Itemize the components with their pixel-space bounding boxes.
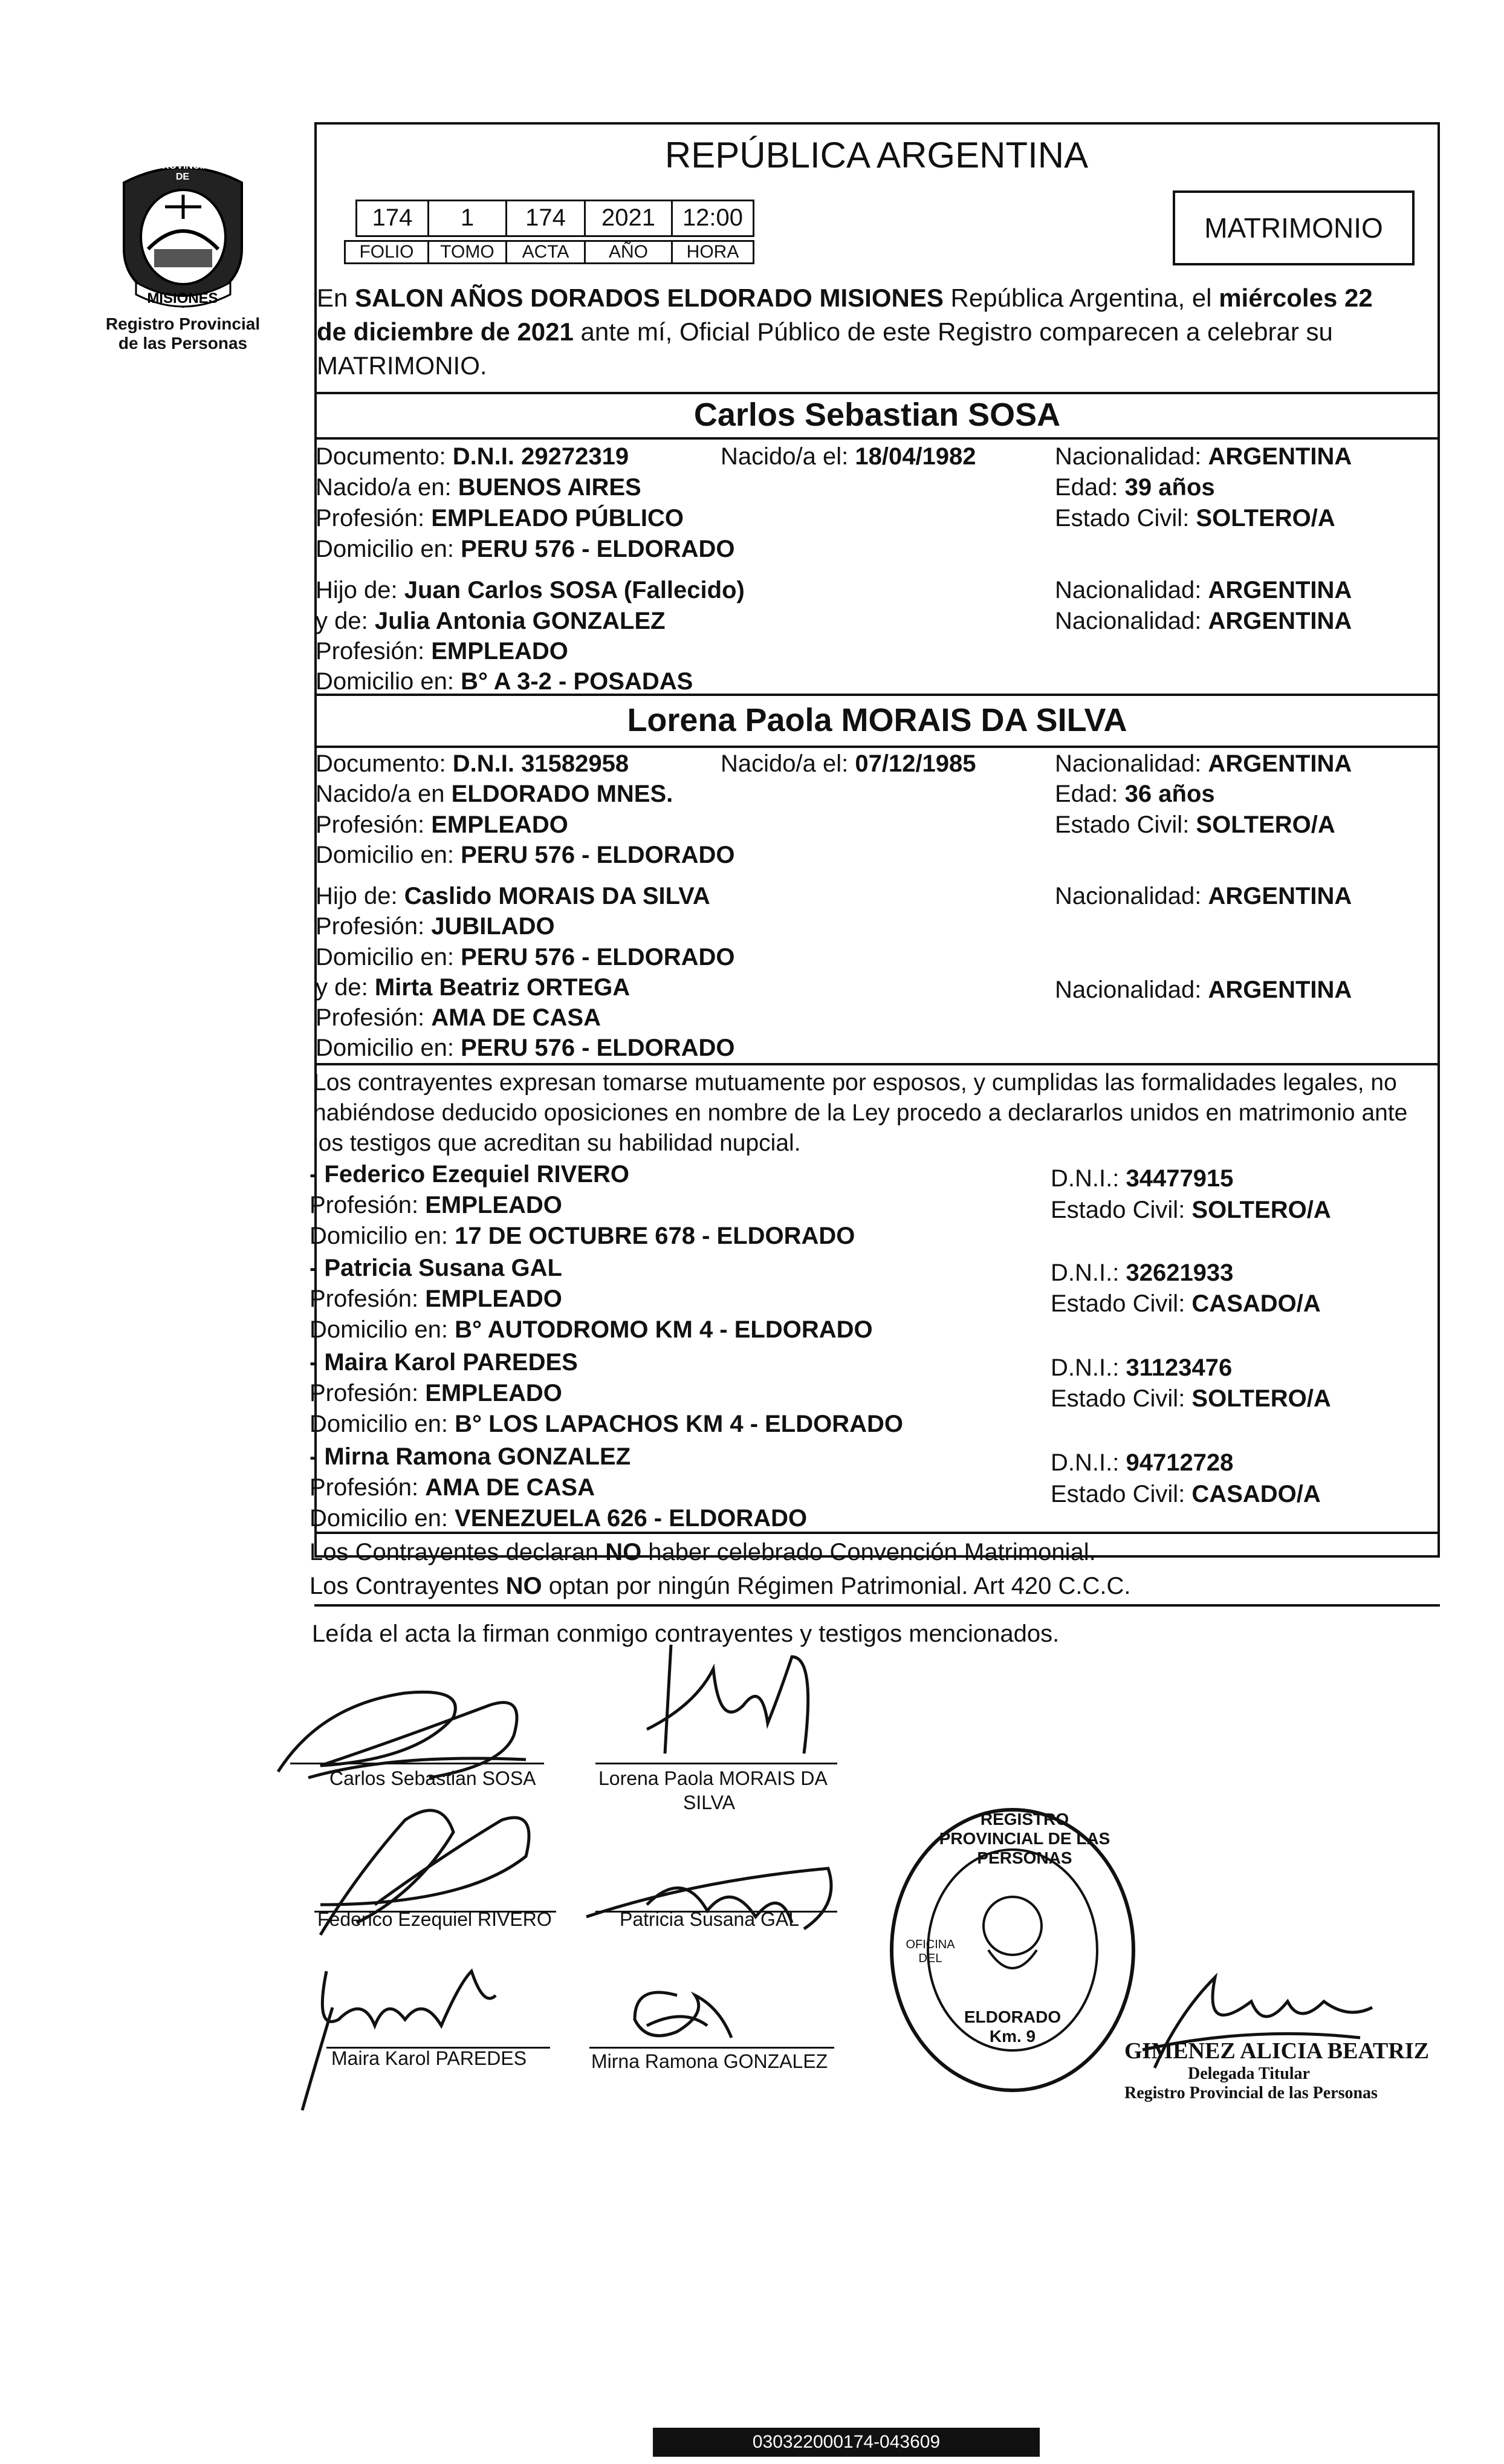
nat-label: Nacionalidad:: [1055, 750, 1208, 777]
seal-ring-top: REGISTRO PROVINCIAL DE LAS PERSONAS: [939, 1810, 1110, 1867]
witness-name: - Mirna Ramona GONZALEZ: [310, 1443, 631, 1470]
bride-address: PERU 576 - ELDORADO: [461, 842, 735, 868]
witness-name: - Federico Ezequiel RIVERO: [310, 1161, 630, 1188]
seal-left-text: OFICINA DEL: [906, 1938, 955, 1965]
bride-age: 36 años: [1124, 781, 1215, 807]
intro-text-4: MATRIMONIO.: [317, 351, 487, 380]
signature-witness-3: [290, 1959, 544, 2116]
seal-ring-bottom: ELDORADO Km. 9: [964, 2007, 1062, 2046]
civil-label: Estado Civil:: [1051, 1481, 1192, 1507]
logo-caption-line1: Registro Provincial: [105, 314, 261, 333]
age-label: Edad:: [1055, 474, 1125, 501]
groom-dni: D.N.I. 29272319: [452, 443, 629, 470]
civil-label: Estado Civil:: [1051, 1290, 1192, 1317]
bride-father-nationality: ARGENTINA: [1208, 883, 1352, 909]
groom-father-nationality: ARGENTINA: [1208, 577, 1352, 603]
witness-dni: 32621933: [1126, 1260, 1234, 1286]
official-seal: [886, 1805, 1139, 2095]
addr-label: Domicilio en:: [310, 1505, 455, 1532]
regime-text: Los Contrayentes declaran: [310, 1539, 606, 1565]
prof-label: Profesión:: [316, 811, 432, 838]
groom-name: Carlos Sebastian SOSA: [693, 397, 1061, 433]
born-on-label: Nacido/a el:: [721, 750, 855, 777]
divider: [314, 1063, 1440, 1065]
declaration-line2: habiéndose deducido oposiciones en nombre de la Ley procedo a declararlos unidos en matrimonio ante: [313, 1100, 1408, 1126]
tomo-value: 1: [427, 200, 507, 237]
witness-dni: 34477915: [1126, 1165, 1234, 1192]
bride-nationality: ARGENTINA: [1208, 750, 1352, 777]
bride-name: Lorena Paola MORAIS DA SILVA: [627, 702, 1127, 738]
groom-father: Juan Carlos SOSA (Fallecido): [404, 577, 745, 603]
intro-venue: SALON AÑOS DORADOS ELDORADO MISIONES: [355, 284, 944, 312]
witness-address: B° LOS LAPACHOS KM 4 - ELDORADO: [455, 1411, 904, 1437]
registry-logo: [112, 158, 254, 310]
declaration-line1: Los contrayentes expresan tomarse mutuamente por esposos, y cumplidas las formalidades legales, no: [313, 1070, 1397, 1096]
witness-civil-status: SOLTERO/A: [1191, 1385, 1331, 1412]
witness-address: B° AUTODROMO KM 4 - ELDORADO: [455, 1316, 873, 1343]
addr-label: Domicilio en:: [316, 668, 461, 695]
intro-text-3: ante mí, Oficial Público de este Registro comparecen a celebrar su: [573, 317, 1333, 346]
acta-label: ACTA: [505, 240, 586, 264]
addr-label: Domicilio en:: [316, 842, 461, 868]
bride-profession: EMPLEADO: [431, 811, 568, 838]
declaration-line3: los testigos que acreditan su habilidad nupcial.: [313, 1130, 801, 1156]
groom-birthplace: BUENOS AIRES: [458, 474, 641, 501]
civil-label: Estado Civil:: [1055, 811, 1196, 838]
nat-label: Nacionalidad:: [1055, 608, 1208, 634]
logo-caption: [91, 314, 275, 353]
divider: [314, 1604, 1440, 1607]
father-label: Hijo de:: [316, 577, 404, 603]
prof-label: Profesión:: [310, 1192, 426, 1218]
addr-label: Domicilio en:: [310, 1316, 455, 1343]
dni-label: D.N.I.:: [1051, 1449, 1126, 1476]
witness-profession: EMPLEADO: [425, 1380, 562, 1406]
folio-label: FOLIO: [344, 240, 429, 264]
signature-caption-witness-1: Federico Ezequiel RIVERO: [317, 1908, 552, 1930]
mother-label: y de:: [316, 608, 375, 634]
groom-address: PERU 576 - ELDORADO: [461, 536, 735, 562]
folio-value: 174: [355, 200, 429, 237]
bride-mother: Mirta Beatriz ORTEGA: [374, 974, 630, 1001]
groom-civil-status: SOLTERO/A: [1196, 505, 1335, 531]
divider: [314, 437, 1440, 440]
witness-address: 17 DE OCTUBRE 678 - ELDORADO: [455, 1223, 855, 1249]
witness-name: - Patricia Susana GAL: [310, 1255, 562, 1281]
prof-label: Profesión:: [316, 638, 432, 665]
hour-label: HORA: [671, 240, 754, 264]
witness-civil-status: SOLTERO/A: [1191, 1197, 1331, 1223]
divider: [314, 746, 1440, 748]
page-title: REPÚBLICA ARGENTINA: [664, 135, 1089, 175]
logo-ring-text-top: PROVINCIA DE: [155, 161, 210, 182]
regime-line-1: [310, 1537, 1096, 1567]
signature-caption-witness-3: Maira Karol PAREDES: [331, 2047, 527, 2069]
prof-label: Profesión:: [310, 1286, 426, 1312]
divider: [314, 392, 1440, 394]
nat-label: Nacionalidad:: [1055, 883, 1208, 909]
bride-father-address: PERU 576 - ELDORADO: [461, 944, 735, 970]
officer-stamp: [1124, 2038, 1427, 2103]
intro-text-1: En: [317, 284, 355, 312]
year-value: 2021: [584, 200, 673, 237]
dni-label: D.N.I.:: [1051, 1165, 1126, 1192]
groom-profession: EMPLEADO PÚBLICO: [431, 505, 684, 531]
nat-label: Nacionalidad:: [1055, 443, 1208, 470]
father-label: Hijo de:: [316, 883, 404, 909]
bride-mother-address: PERU 576 - ELDORADO: [461, 1035, 735, 1061]
bride-birthplace: ELDORADO MNES.: [451, 781, 673, 807]
addr-label: Domicilio en:: [310, 1411, 455, 1437]
groom-mother-nationality: ARGENTINA: [1208, 608, 1352, 634]
doc-label: Documento:: [316, 750, 453, 777]
witness-dni: 94712728: [1126, 1449, 1234, 1476]
addr-label: Domicilio en:: [310, 1223, 455, 1249]
prof-label: Profesión:: [316, 1004, 432, 1031]
acta-value: 174: [505, 200, 586, 237]
addr-label: Domicilio en:: [316, 1035, 461, 1061]
year-label: AÑO: [584, 240, 673, 264]
signature-caption-groom: Carlos Sebastian SOSA: [329, 1767, 536, 1789]
signature-line: [589, 2047, 834, 2049]
regime-text: optan por ningún Régimen Patrimonial. Art 420 C.C.C.: [542, 1573, 1131, 1599]
addr-label: Domicilio en:: [316, 536, 461, 562]
signature-caption-witness-2: Patricia Susana GAL: [620, 1908, 800, 1930]
logo-ring-text-bottom: MISIONES: [147, 290, 218, 307]
dni-label: D.N.I.:: [1051, 1260, 1126, 1286]
born-in-label: Nacido/a en:: [316, 474, 458, 501]
bride-father-profession: JUBILADO: [431, 913, 555, 940]
logo-caption-line2: de las Personas: [118, 334, 248, 353]
prof-label: Profesión:: [310, 1380, 426, 1406]
regime-no: NO: [505, 1573, 542, 1599]
officer-role: Delegada Titular: [1188, 2064, 1310, 2083]
intro-date-b: de diciembre de 2021: [317, 317, 574, 346]
witness-profession: EMPLEADO: [425, 1286, 562, 1312]
bride-civil-status: SOLTERO/A: [1196, 811, 1335, 838]
signature-caption-witness-4: Mirna Ramona GONZALEZ: [591, 2050, 828, 2072]
bride-mother-nationality: ARGENTINA: [1208, 977, 1352, 1003]
regime-text: Los Contrayentes: [310, 1573, 506, 1599]
groom-parents-address: B° A 3-2 - POSADAS: [461, 668, 693, 695]
witness-dni: 31123476: [1126, 1354, 1233, 1381]
officer-name: GIMENEZ ALICIA BEATRIZ: [1124, 2038, 1429, 2064]
record-type-box: MATRIMONIO: [1173, 190, 1415, 265]
civil-label: Estado Civil:: [1051, 1385, 1192, 1412]
groom-nationality: ARGENTINA: [1208, 443, 1352, 470]
witness-profession: EMPLEADO: [425, 1192, 562, 1218]
closing-statement: Leída el acta la firman conmigo contrayentes y testigos mencionados.: [312, 1620, 1060, 1647]
doc-label: Documento:: [316, 443, 453, 470]
bride-mother-profession: AMA DE CASA: [431, 1004, 601, 1031]
nat-label: Nacionalidad:: [1055, 977, 1208, 1003]
prof-label: Profesión:: [316, 505, 432, 531]
witness-name: - Maira Karol PAREDES: [310, 1349, 578, 1376]
witness-profession: AMA DE CASA: [425, 1474, 595, 1501]
groom-birth-date: 18/04/1982: [855, 443, 976, 470]
intro-date-a: miércoles 22: [1219, 284, 1373, 312]
groom-mother: Julia Antonia GONZALEZ: [374, 608, 666, 634]
mother-label: y de:: [316, 974, 375, 1001]
dni-label: D.N.I.:: [1051, 1354, 1126, 1381]
age-label: Edad:: [1055, 781, 1125, 807]
intro-paragraph: [317, 281, 1441, 383]
signature-line: [595, 1763, 837, 1764]
witness-address: VENEZUELA 626 - ELDORADO: [455, 1505, 808, 1532]
born-in-label: Nacido/a en: [316, 781, 452, 807]
signature-line: [290, 1763, 544, 1764]
bride-dni: D.N.I. 31582958: [452, 750, 629, 777]
regime-text: haber celebrado Convención Matrimonial.: [641, 1539, 1096, 1565]
witness-civil-status: CASADO/A: [1191, 1481, 1321, 1507]
groom-parents-profession: EMPLEADO: [431, 638, 568, 665]
footer-code: 030322000174-043609: [653, 2428, 1040, 2457]
hour-value: 12:00: [671, 200, 754, 237]
regime-line-2: [310, 1571, 1131, 1601]
regime-no: NO: [605, 1539, 642, 1565]
tomo-label: TOMO: [427, 240, 507, 264]
born-on-label: Nacido/a el:: [721, 443, 855, 470]
signature-bride: [623, 1633, 840, 1766]
groom-age: 39 años: [1124, 474, 1215, 501]
civil-label: Estado Civil:: [1051, 1197, 1192, 1223]
intro-text-2: República Argentina, el: [943, 284, 1219, 312]
officer-org: Registro Provincial de las Personas: [1124, 2084, 1378, 2102]
civil-label: Estado Civil:: [1055, 505, 1196, 531]
witness-civil-status: CASADO/A: [1191, 1290, 1321, 1317]
prof-label: Profesión:: [310, 1474, 426, 1501]
bride-father: Caslido MORAIS DA SILVA: [404, 883, 710, 909]
nat-label: Nacionalidad:: [1055, 577, 1208, 603]
signature-caption-bride-2: SILVA: [683, 1792, 735, 1813]
prof-label: Profesión:: [316, 913, 432, 940]
declaration: [313, 1068, 1444, 1159]
bride-birth-date: 07/12/1985: [855, 750, 976, 777]
addr-label: Domicilio en:: [316, 944, 461, 970]
signature-caption-bride-1: Lorena Paola MORAIS DA: [598, 1767, 828, 1789]
signature-witness-4: [611, 1971, 744, 2056]
